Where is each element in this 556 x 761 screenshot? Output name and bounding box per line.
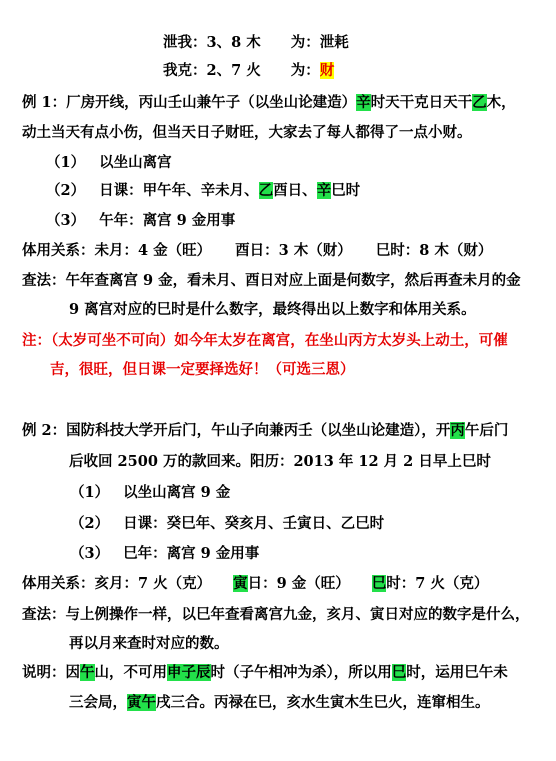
example2-paragraph-2: 后收回 2500 万的款回来。阳历：2013 年 12 月 2 日早上巳时 [69,453,491,470]
relation-day: 日：9 金（旺） [247,575,350,592]
example1-text: 时天干克日天干 [370,94,473,111]
example1-method-1: 查法：午年查离宫 9 金，看未月、酉日对应上面是何数字，然后再查未月的金 [22,272,521,289]
relation-month: 体用关系：未月：4 金（旺） [22,242,212,259]
relation-month: 体用关系：亥月：7 火（克） [22,575,212,592]
explain-text: 戌三合。丙禄在巳，亥水生寅木生巳火，连窜相生。 [156,694,490,711]
item-text: 日课：癸巳年、癸亥月、壬寅日、乙巳时 [123,515,385,532]
example1-text: 木， [486,94,516,111]
intro-line-2 [163,61,334,81]
highlight-si: 巳 [391,664,407,681]
intro-drain-value: 为：泄耗 [290,34,349,51]
example1-paragraph-1 [22,93,516,113]
example1-item-1 [46,153,172,173]
highlight-shen-zi-chen: 申子辰 [167,664,211,681]
example1-item-2 [46,181,360,201]
intro-wealth-prefix: 为： [290,62,320,79]
highlight-xin: 辛 [356,94,371,111]
example1-item-3 [46,211,235,231]
example2-explain-2 [69,693,490,713]
example2-text: 例 2：国防科技大学开后门，午山子向兼丙壬（以坐山论建造），开 [22,422,451,439]
item-number: （3） [70,545,110,562]
relation-day: 酉日：3 木（财） [235,242,352,259]
example2-text: 午后门 [464,422,509,439]
example2-method-2: 再以月来查时对应的数。 [69,635,229,652]
relation-hour: 巳时：8 木（财） [375,242,493,259]
highlight-yin: 寅 [233,575,248,592]
explain-text: 时（子午相冲为杀），所以用 [210,664,392,681]
item-text: 巳年：离宫 9 金用事 [123,545,260,562]
example2-paragraph-1 [22,421,508,441]
item-text: 酉日、 [273,182,317,199]
item-text: 巳时 [331,182,361,199]
example1-note-2: 吉，很旺，但日课一定要择选好！（可选三恩） [50,361,355,378]
example2-explain-1 [22,663,508,683]
example1-text: 例 1：厂房开线，丙山壬山兼午子（以坐山论建造） [22,94,357,111]
intro-line-1 [163,33,349,53]
highlight-yi: 乙 [258,182,274,199]
example1-method-2: 9 离宫对应的巳时是什么数字，最终得出以上数字和体用关系。 [69,301,476,318]
intro-wealth-label: 我克：2、7 火 [163,62,261,79]
intro-drain-label: 泄我：3、8 木 [163,34,261,51]
example2-method-1: 查法：与上例操作一样，以巳年查看离宫九金，亥月、寅日对应的数字是什么， [22,606,530,623]
explain-text: 三会局， [69,694,127,711]
item-number: （1） [46,154,86,171]
item-text: 日课：甲午年、辛未月、 [99,182,259,199]
example2-relation [22,574,488,594]
item-text: 以坐山离宫 9 金 [123,484,231,501]
example1-relation [22,241,492,261]
example2-item-3 [70,544,259,564]
item-number: （2） [70,515,110,532]
explain-text: 山，不可用 [94,664,167,681]
item-number: （1） [70,484,110,501]
item-number: （2） [46,182,86,199]
item-number: （3） [46,212,86,229]
highlight-bing: 丙 [450,422,465,439]
example1-note-1: 注：（太岁可坐不可向）如今年太岁在离宫，在坐山丙方太岁头上动土，可催 [22,332,508,349]
highlight-yin-wu: 寅午 [127,694,156,711]
explain-text: 时，运用巳午未 [406,664,508,681]
highlight-wu: 午 [80,664,95,681]
example2-item-1 [70,483,230,503]
highlight-yi: 乙 [472,94,487,111]
intro-wealth-highlight: 财 [319,62,335,79]
highlight-si: 巳 [371,575,387,592]
explain-text: 说明：因 [22,664,80,681]
example1-paragraph-2: 动土当天有点小伤，但当天日子财旺，大家去了每人都得了一点小财。 [22,124,472,141]
item-text: 以坐山离宫 [99,154,172,171]
highlight-xin: 辛 [316,182,332,199]
item-text: 午年：离宫 9 金用事 [99,212,236,229]
relation-hour: 时：7 火（克） [386,575,489,592]
example2-item-2 [70,514,384,534]
